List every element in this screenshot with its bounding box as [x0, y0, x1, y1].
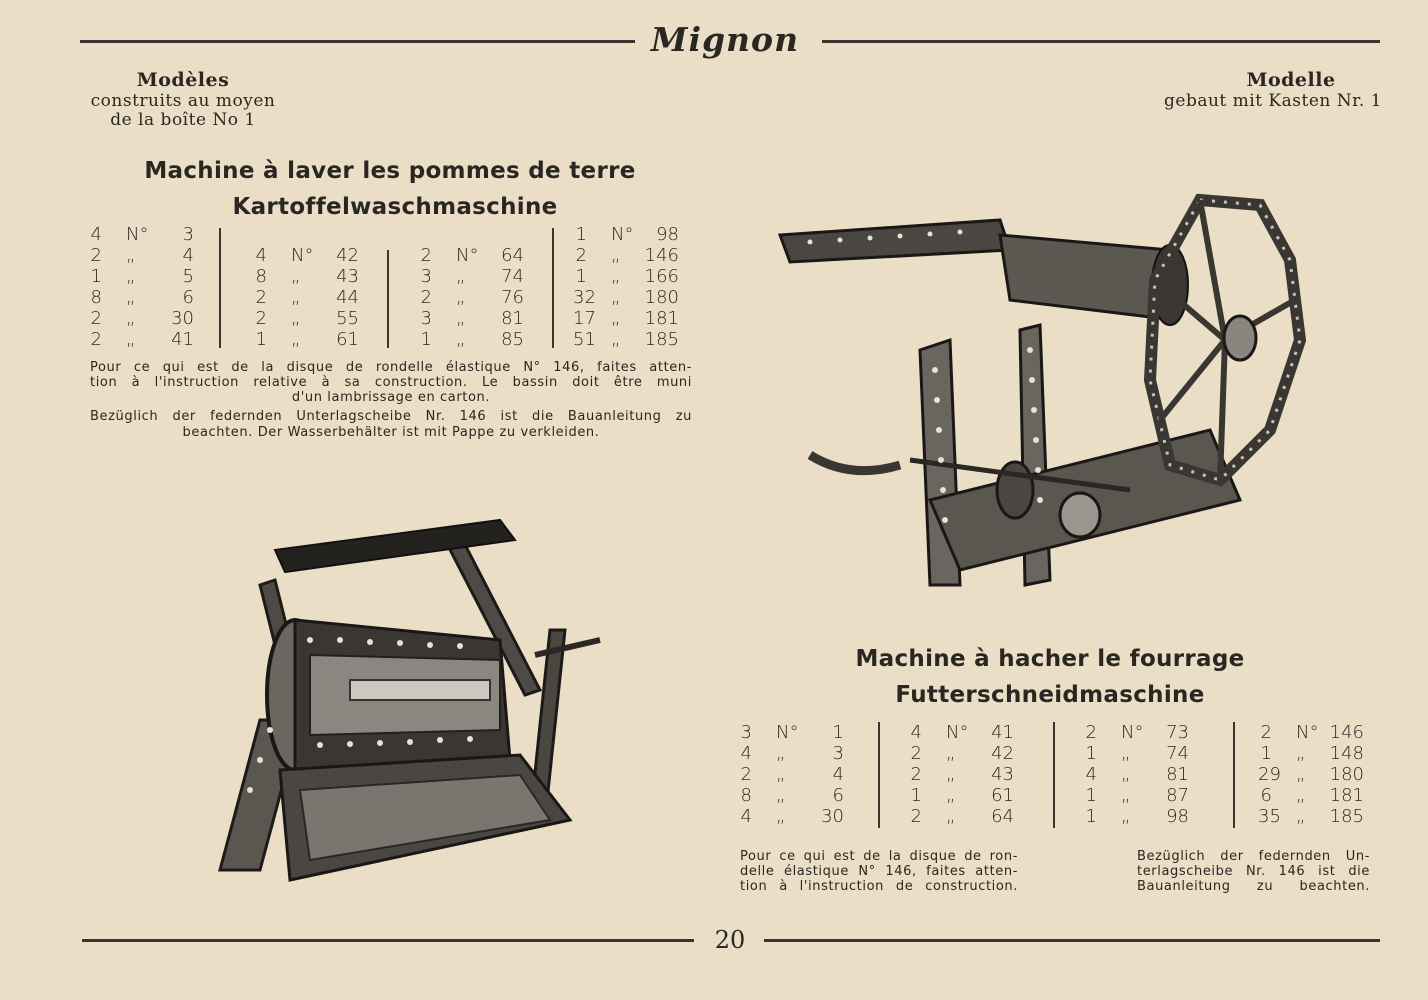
part-number: 41 [991, 722, 1014, 743]
header-left-line1: construits au moyen [90, 91, 276, 111]
machine2-note-fr-1: Pour ce qui est de la disque de ron- [740, 849, 1018, 864]
part-number-prefix: „ [776, 785, 786, 806]
machine1-note-de-2: beachten. Der Wasserbehälter ist mit Pappe zu verkleiden. [182, 425, 600, 440]
part-number: 64 [501, 245, 524, 266]
part-number-prefix: „ [776, 806, 786, 827]
part-quantity: 2 [420, 245, 432, 266]
part-number-prefix: „ [946, 806, 956, 827]
part-number: 44 [336, 287, 359, 308]
part-number: 180 [644, 287, 679, 308]
part-number: 5 [182, 266, 194, 287]
part-number: 6 [182, 287, 194, 308]
part-number-prefix: „ [126, 308, 136, 329]
header-left-line2: de la boîte No 1 [110, 110, 256, 130]
part-number: 73 [1166, 722, 1189, 743]
part-number-prefix: „ [291, 266, 301, 287]
part-number-prefix: „ [456, 329, 466, 350]
part-number-prefix: N° [946, 722, 969, 743]
part-quantity: 2 [910, 764, 922, 785]
machine1-title-de: Kartoffelwaschmaschine [232, 194, 558, 220]
part-number: 87 [1166, 785, 1189, 806]
part-quantity: 4 [90, 224, 102, 245]
top-rule-left [80, 40, 635, 43]
part-number-prefix: „ [126, 245, 136, 266]
part-number: 4 [182, 245, 194, 266]
part-number-prefix: N° [611, 224, 634, 245]
part-number: 3 [182, 224, 194, 245]
part-number: 30 [171, 308, 194, 329]
machine1-note-fr-1: Pour ce qui est de la disque de rondelle élastique N° 146, faites atten- [90, 360, 692, 375]
header-left [78, 68, 288, 130]
part-number: 61 [991, 785, 1014, 806]
part-number-prefix: „ [456, 308, 466, 329]
machine2-title-fr: Machine à hacher le fourrage [855, 646, 1245, 672]
part-quantity: 6 [1260, 785, 1272, 806]
part-quantity: 2 [575, 245, 587, 266]
machine1-parts-table [88, 224, 698, 354]
part-number-prefix: „ [291, 287, 301, 308]
machine1-note-fr-3: d'un lambrissage en carton. [291, 390, 491, 405]
part-number-prefix: „ [1121, 764, 1131, 785]
part-number: 61 [336, 329, 359, 350]
part-quantity: 4 [255, 245, 267, 266]
part-number: 181 [644, 308, 679, 329]
header-right [1100, 68, 1382, 111]
part-number-prefix: „ [456, 287, 466, 308]
part-quantity: 3 [420, 266, 432, 287]
part-quantity: 4 [910, 722, 922, 743]
part-quantity: 2 [910, 743, 922, 764]
part-number: 81 [501, 308, 524, 329]
machine1-title-fr: Machine à laver les pommes de terre [144, 158, 636, 184]
part-number-prefix: „ [611, 266, 621, 287]
part-quantity: 2 [90, 329, 102, 350]
part-number-prefix: „ [611, 287, 621, 308]
part-number: 4 [832, 764, 844, 785]
part-quantity: 3 [420, 308, 432, 329]
header-right-line1: gebaut mit Kasten Nr. 1 [1164, 91, 1382, 111]
part-number: 6 [832, 785, 844, 806]
part-number-prefix: „ [1296, 785, 1306, 806]
header-left-title: Modèles [136, 69, 230, 91]
part-number: 185 [1329, 806, 1364, 827]
top-rule-right [822, 40, 1380, 43]
part-number-prefix: „ [1296, 806, 1306, 827]
part-number: 185 [644, 329, 679, 350]
part-number: 98 [1166, 806, 1189, 827]
part-number-prefix: N° [291, 245, 314, 266]
part-number: 148 [1329, 743, 1364, 764]
part-number: 166 [644, 266, 679, 287]
part-number-prefix: „ [1121, 785, 1131, 806]
part-quantity: 51 [573, 329, 596, 350]
part-number-prefix: „ [946, 764, 956, 785]
part-number: 42 [991, 743, 1014, 764]
machine1-divider-1 [219, 228, 221, 348]
part-number: 146 [1329, 722, 1364, 743]
part-number-prefix: „ [946, 743, 956, 764]
part-number-prefix: „ [126, 287, 136, 308]
machine1-note-de-1: Bezüglich der federnden Unterlagscheibe Nr. 146 ist die Bauanleitung zu [90, 409, 692, 424]
part-number: 41 [171, 329, 194, 350]
part-number-prefix: „ [291, 329, 301, 350]
part-number-prefix: „ [1121, 806, 1131, 827]
part-quantity: 17 [573, 308, 596, 329]
part-quantity: 29 [1258, 764, 1281, 785]
part-number-prefix: „ [946, 785, 956, 806]
part-number: 74 [1166, 743, 1189, 764]
part-quantity: 1 [420, 329, 432, 350]
part-number: 1 [832, 722, 844, 743]
part-quantity: 4 [740, 806, 752, 827]
part-quantity: 1 [255, 329, 267, 350]
part-number-prefix: „ [776, 764, 786, 785]
part-number-prefix: „ [291, 308, 301, 329]
bottom-rule-right [764, 939, 1380, 942]
part-number: 81 [1166, 764, 1189, 785]
part-quantity: 1 [1085, 743, 1097, 764]
part-number: 3 [832, 743, 844, 764]
machine2-divider-3 [1233, 722, 1235, 828]
part-number: 146 [644, 245, 679, 266]
part-quantity: 8 [90, 287, 102, 308]
part-number: 43 [991, 764, 1014, 785]
header-right-title: Modelle [1246, 69, 1336, 91]
part-number-prefix: „ [611, 245, 621, 266]
part-number: 85 [501, 329, 524, 350]
part-quantity: 1 [910, 785, 922, 806]
machine2-note-de-2: terlagscheibe Nr. 146 ist die [1137, 864, 1370, 879]
machine2-note-fr-3: tion à l'instruction de construction. [740, 879, 1018, 894]
bottom-rule-left [82, 939, 694, 942]
part-quantity: 2 [1085, 722, 1097, 743]
part-number-prefix: „ [126, 266, 136, 287]
part-number-prefix: „ [611, 329, 621, 350]
part-quantity: 1 [90, 266, 102, 287]
part-number-prefix: „ [126, 329, 136, 350]
machine2-note-de-1: Bezüglich der federnden Un- [1137, 849, 1370, 864]
part-quantity: 3 [740, 722, 752, 743]
part-quantity: 2 [740, 764, 752, 785]
part-number: 76 [501, 287, 524, 308]
machine2-title-de: Futterschneidmaschine [895, 682, 1205, 708]
part-quantity: 2 [90, 308, 102, 329]
part-number-prefix: „ [611, 308, 621, 329]
part-number-prefix: N° [456, 245, 479, 266]
part-quantity: 8 [255, 266, 267, 287]
part-quantity: 32 [573, 287, 596, 308]
part-number-prefix: „ [776, 743, 786, 764]
part-quantity: 2 [910, 806, 922, 827]
part-number: 181 [1329, 785, 1364, 806]
part-number-prefix: „ [1296, 743, 1306, 764]
part-quantity: 4 [740, 743, 752, 764]
machine2-note-de-3: Bauanleitung zu beachten. [1137, 879, 1370, 894]
machine1-divider-3 [552, 228, 554, 348]
machine1-divider-2 [387, 250, 389, 348]
part-number: 30 [821, 806, 844, 827]
part-quantity: 2 [255, 308, 267, 329]
part-quantity: 1 [575, 266, 587, 287]
machine1-note-fr-2: tion à l'instruction relative à sa construction. Le bassin doit être muni [90, 375, 692, 390]
fodder-chopper-illustration [770, 180, 1330, 600]
machine2-divider-2 [1053, 722, 1055, 828]
part-number: 55 [336, 308, 359, 329]
part-quantity: 1 [1085, 785, 1097, 806]
part-number-prefix: N° [1121, 722, 1144, 743]
part-number: 180 [1329, 764, 1364, 785]
part-number: 43 [336, 266, 359, 287]
machine2-divider-1 [878, 722, 880, 828]
part-number: 98 [656, 224, 679, 245]
part-quantity: 2 [90, 245, 102, 266]
part-quantity: 1 [1085, 806, 1097, 827]
machine2-note-fr-2: delle élastique N° 146, faites atten- [740, 864, 1018, 879]
part-number: 74 [501, 266, 524, 287]
part-number-prefix: N° [126, 224, 149, 245]
part-quantity: 1 [1260, 743, 1272, 764]
part-quantity: 2 [255, 287, 267, 308]
part-quantity: 4 [1085, 764, 1097, 785]
part-quantity: 1 [575, 224, 587, 245]
part-quantity: 8 [740, 785, 752, 806]
potato-washer-illustration [200, 490, 610, 900]
brand-title: Mignon [650, 20, 800, 59]
part-number-prefix: N° [776, 722, 799, 743]
part-number: 42 [336, 245, 359, 266]
part-number-prefix: N° [1296, 722, 1319, 743]
part-quantity: 2 [1260, 722, 1272, 743]
part-number-prefix: „ [1296, 764, 1306, 785]
part-number-prefix: „ [456, 266, 466, 287]
part-number: 64 [991, 806, 1014, 827]
part-quantity: 35 [1258, 806, 1281, 827]
part-number-prefix: „ [1121, 743, 1131, 764]
part-quantity: 2 [420, 287, 432, 308]
page-number: 20 [714, 926, 746, 954]
machine2-parts-table [738, 722, 1383, 832]
